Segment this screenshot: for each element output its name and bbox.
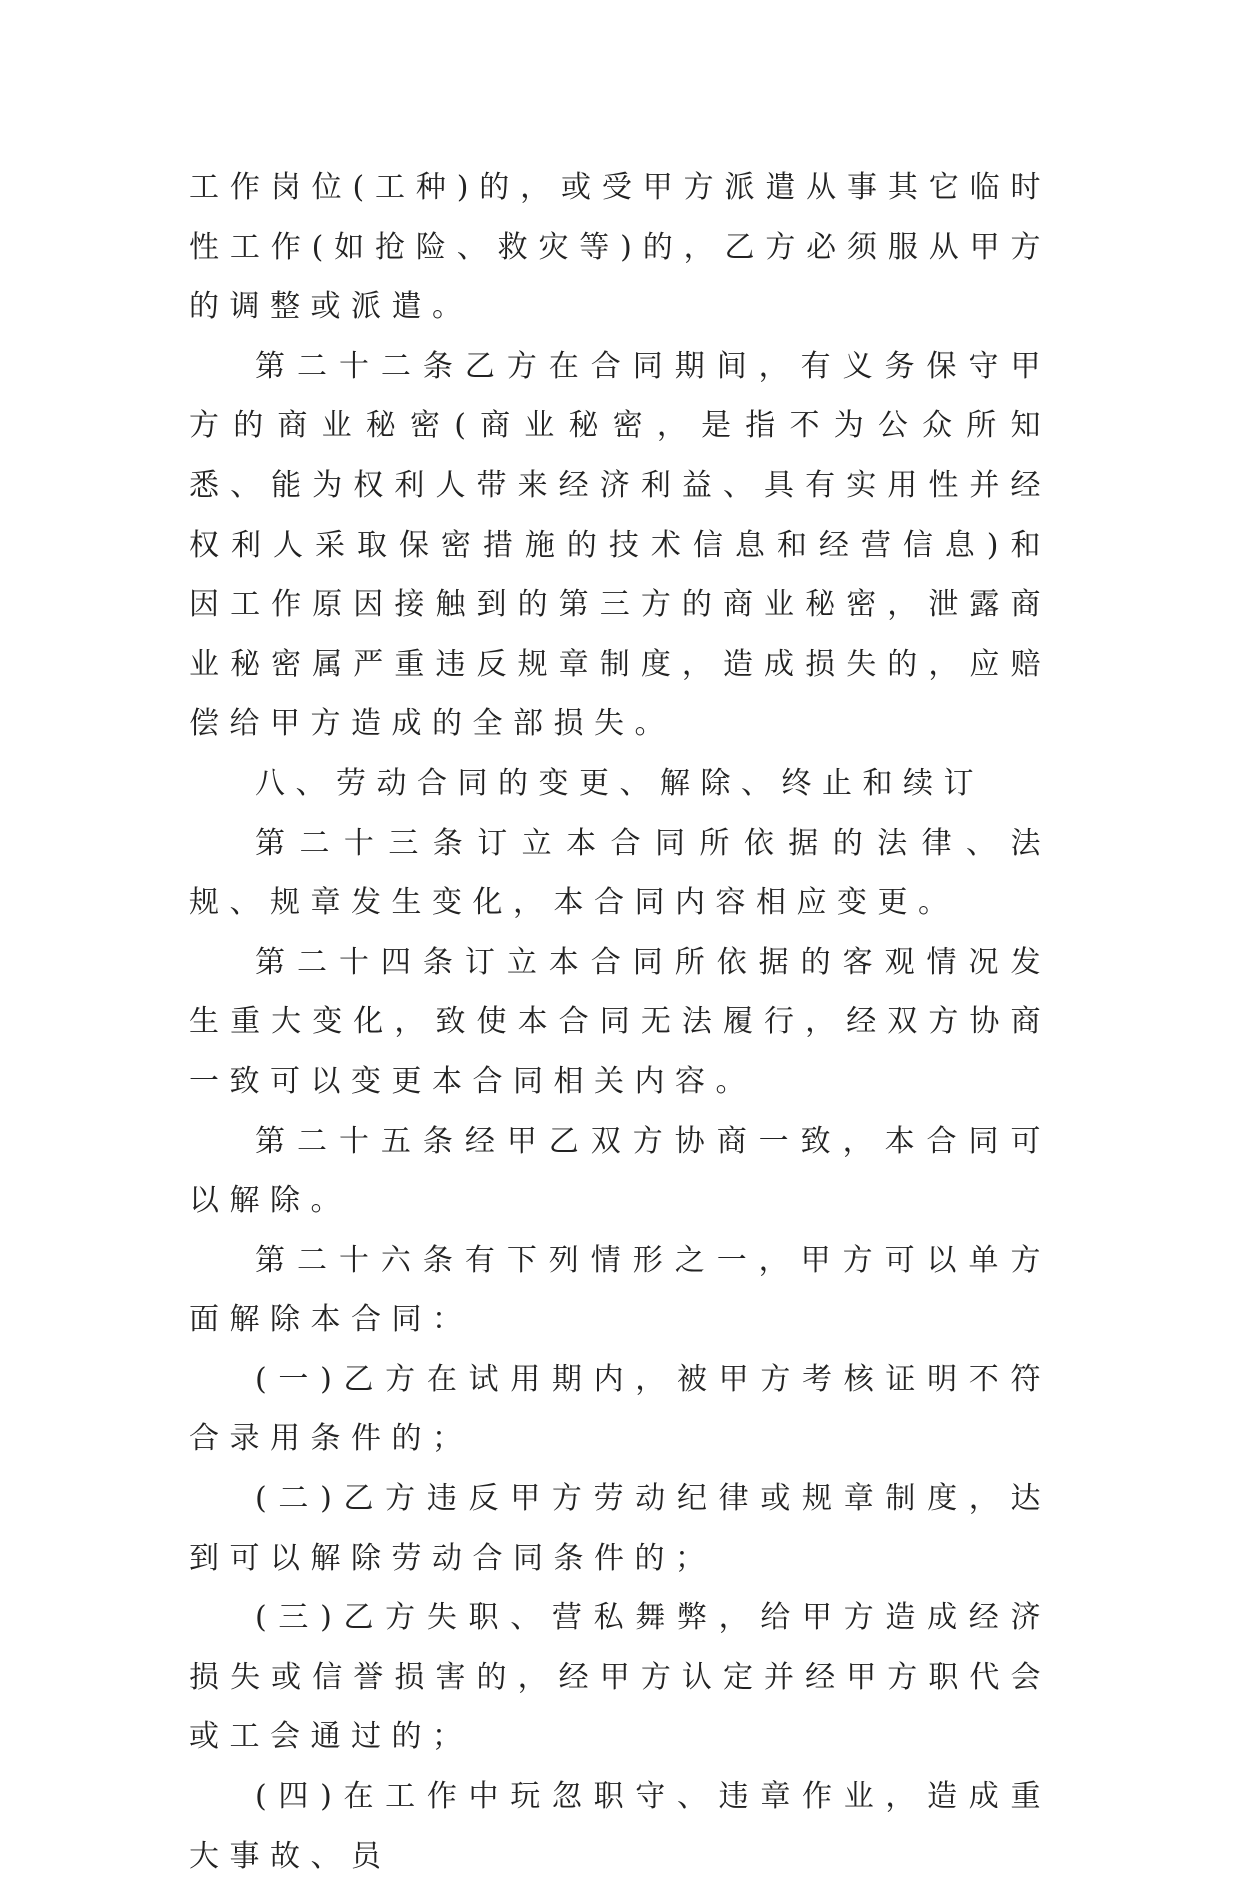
list-item: (四)在工作中玩忽职守、违章作业，造成重大事故、员 <box>189 1779 1051 1874</box>
paragraph: 第二十二条乙方在合同期间，有义务保守甲方的商业秘密(商业秘密，是指不为公众所知悉、能为权利人带来经济利益、具有实用性并经权利人采取保密措施的技术信息和经营信息)和因工作原因接触到的第三方的商业秘密，泄露商业秘密属严重违反规章制度，造成损失的，应赔偿给甲方造成的全部损失。 <box>189 348 1051 742</box>
list-item: (二)乙方违反甲方劳动纪律或规章制度，达到可以解除劳动合同条件的； <box>189 1481 1051 1576</box>
list-item: (一)乙方在试用期内，被甲方考核证明不符合录用条件的； <box>189 1361 1051 1457</box>
paragraph: 第二十六条有下列情形之一，甲方可以单方面解除本合同： <box>189 1242 1051 1338</box>
document-body <box>189 158 1051 1886</box>
paragraph: 第二十四条订立本合同所依据的客观情况发生重大变化，致使本合同无法履行，经双方协商一致可以变更本合同相关内容。 <box>189 944 1051 1099</box>
paragraph: 第二十三条订立本合同所依据的法律、法规、规章发生变化，本合同内容相应变更。 <box>189 825 1051 921</box>
paragraph: 第二十五条经甲乙双方协商一致，本合同可以解除。 <box>189 1123 1051 1219</box>
paragraph: 工作岗位(工种)的，或受甲方派遣从事其它临时性工作(如抢险、救灾等)的，乙方必须服从甲方的调整或派遣。 <box>189 170 1051 325</box>
list-item: (三)乙方失职、营私舞弊，给甲方造成经济损失或信誉损害的，经甲方认定并经甲方职代会或工会通过的； <box>189 1600 1051 1755</box>
section-heading: 八、劳动合同的变更、解除、终止和续订 <box>255 765 984 801</box>
